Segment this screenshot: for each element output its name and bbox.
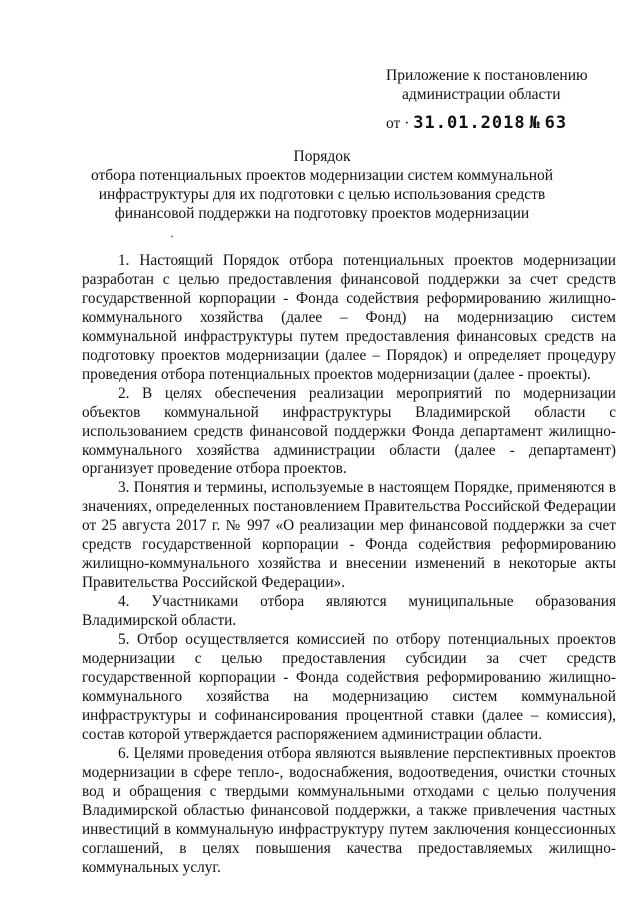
number-sign: №: [529, 113, 541, 133]
title-heading: Порядок: [293, 148, 351, 165]
handwritten-number: 63: [544, 113, 568, 133]
date-number-line: от · 31.01.2018 № 63: [386, 113, 568, 133]
paragraph-6: 6. Целями проведения отбора являются выявление перспективных проектов модернизации в сфере тепло-, водоснабжения, водоотведения, очистки сточных вод и обращения с твердыми коммунальными отходами с целью получения Владимирской областью финансовой поддержки, а также привлечения частных инвестиций в коммунальную инфраструктуру путем заключения концессионных соглашений, в целях повышения качества предоставляемых жилищно-коммунальных услуг.: [82, 744, 616, 876]
stray-mark: `: [170, 233, 174, 247]
paragraph-3: 3. Понятия и термины, используемые в настоящем Порядке, применяются в значениях, определенных постановлением Правительства Российской Федерации от 25 августа 2017 г. № 997 «О реализации мер финансовой поддержки за счет средств государственной корпорации - Фонда содействия реформированию жилищно-коммунального хозяйства и внесении изменений в некоторые акты Правительства Российской Федерации».: [82, 479, 616, 592]
title-subtitle: отбора потенциальных проектов модернизации систем коммунальной инфраструктуры для их подготовки с целью использования средств финансовой поддержки на подготовку проектов модернизации: [90, 167, 554, 222]
paragraph-2: 2. В целях обеспечения реализации мероприятий по модернизации объектов коммунальной инфраструктуры Владимирской области с использованием средств финансовой поддержки Фонда департамент жилищно-коммунального хозяйства администрации области (далее - департамент) организует проведение отбора проектов.: [82, 384, 616, 478]
paragraph-5: 5. Отбор осуществляется комиссией по отбору потенциальных проектов модернизации с целью предоставления субсидии за счет средств государственной корпорации - Фонда содействия реформированию жилищно-коммунального хозяйства на модернизацию систем коммунальной инфраструктуры и софинансирования процентной ставки (далее – комиссия), состав которой утверждается распоряжением администрации области.: [82, 631, 616, 743]
appendix-line-1: Приложение к постановлению: [386, 67, 588, 84]
appendix-header: [386, 66, 596, 133]
paragraph-1: 1. Настоящий Порядок отбора потенциальных проектов модернизации разработан с целью предоставления финансовой поддержки за счет средств государственной корпорации - Фонда содействия реформированию жилищно-коммунального хозяйства (далее – Фонд) на модернизацию систем коммунальной инфраструктуры путем предоставления финансовых средств на подготовку проектов модернизации (далее – Порядок) и определяет процедуру проведения отбора потенциальных проектов модернизации (далее - проекты).: [82, 252, 616, 383]
document-title: [80, 147, 564, 223]
handwritten-date: 31.01.2018: [413, 113, 526, 133]
document-body: [82, 252, 616, 877]
paragraph-4: 4. Участниками отбора являются муниципальные образования Владимирской области.: [82, 593, 616, 630]
date-prefix: от: [386, 115, 401, 132]
appendix-line-2: администрации области: [402, 86, 561, 103]
